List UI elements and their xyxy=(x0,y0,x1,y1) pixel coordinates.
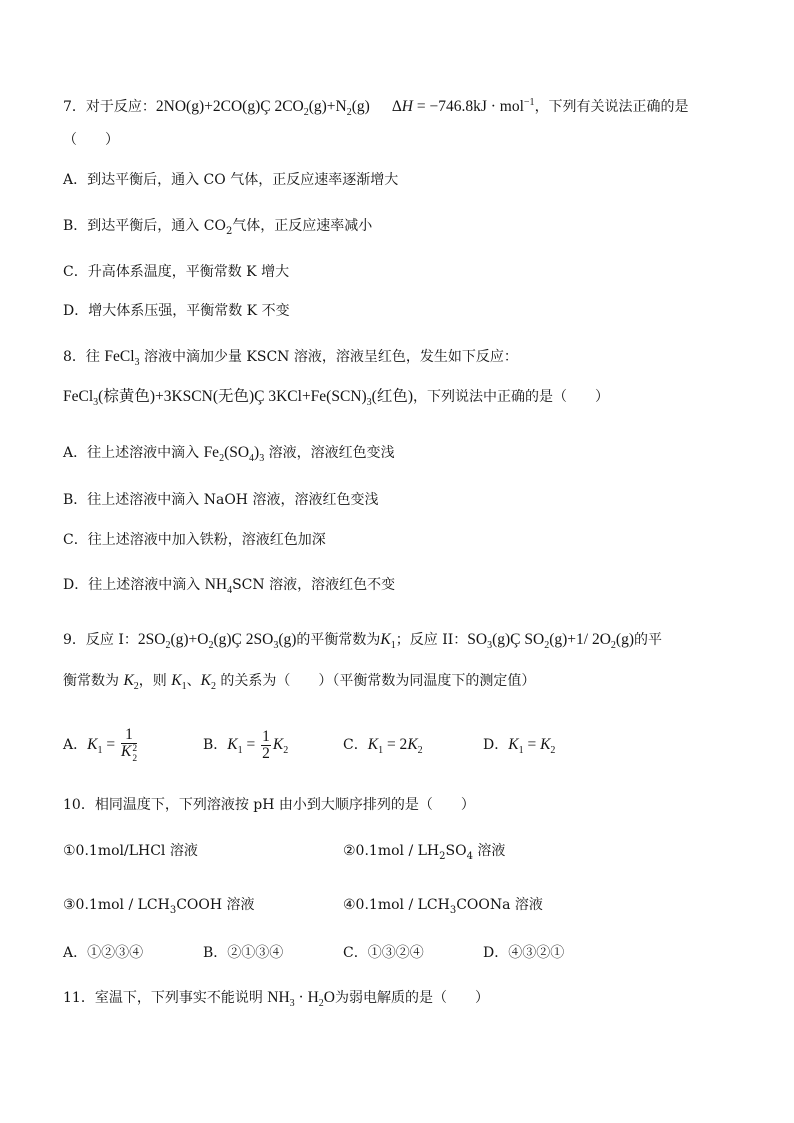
q8-option-c-text: C．往上述溶液中加入铁粉，溶液红色加深 xyxy=(63,532,326,548)
q9-stem-text: 衡常数为 xyxy=(63,673,124,689)
q10-item-2 xyxy=(343,840,505,864)
k-symbol: K xyxy=(380,631,391,648)
equation-subscript: 2 xyxy=(610,640,616,651)
q7-equation-text: (g)+N xyxy=(308,98,347,115)
q8-option-b-text: B．往上述溶液中滴入 NaOH 溶液，溶液红色变浅 xyxy=(63,492,379,508)
q10-stem xyxy=(63,794,475,816)
q9-equation-2 xyxy=(467,631,634,651)
q9-k2-symbol xyxy=(123,672,139,692)
q11-stem xyxy=(63,987,489,1009)
k-symbol: K xyxy=(407,736,418,753)
formula-subscript: 4 xyxy=(249,453,255,464)
k-subscript: 2 xyxy=(133,681,139,692)
q11-stem-text: 为弱电解质的是（ ） xyxy=(334,990,489,1006)
q9-k1-symbol xyxy=(380,631,396,651)
q10-item-2-text: SO xyxy=(445,843,467,859)
equation-subscript: 3 xyxy=(487,640,493,651)
equation-text: (g)Ç SO xyxy=(492,631,545,648)
k-subscript: 2 xyxy=(132,753,138,764)
k-symbol: K xyxy=(123,672,134,689)
q9-stem-text: 的平衡常数为 xyxy=(296,632,381,648)
q9-stem-line-1 xyxy=(63,629,662,651)
fraction-numerator: 1 xyxy=(262,727,270,745)
equation-subscript: 3 xyxy=(273,640,279,651)
q7-stem-line-1 xyxy=(63,96,689,118)
q7-enthalpy-superscript: −1 xyxy=(523,97,535,108)
option-label: B． xyxy=(203,737,228,753)
k-symbol: K xyxy=(508,736,519,753)
k-symbol: K xyxy=(171,672,182,689)
k-superscript: 2 xyxy=(132,743,138,754)
equation-text: (g)Ç 2SO xyxy=(213,631,274,648)
q7-option-a-text: A．到达平衡后，通入 CO 气体，正反应速率逐渐增大 xyxy=(63,172,399,188)
q7-equation-text: 2NO(g)+2CO(g)Ç 2CO xyxy=(155,98,304,115)
q10-item-4-text: ④0.1mol / LCH xyxy=(343,897,450,913)
q8-equation-text: (红色) xyxy=(371,388,413,405)
q7-enthalpy-value: = −746.8kJ · mol xyxy=(413,98,524,115)
q10-option-a: A．①②③④ xyxy=(63,945,144,961)
option-label: D． xyxy=(483,737,509,753)
q8-formula xyxy=(104,348,140,368)
k-symbol: K xyxy=(367,736,379,753)
formula-text: · H xyxy=(294,989,319,1006)
sub-superscript-stack xyxy=(132,744,137,764)
k-symbol: K xyxy=(120,742,132,760)
q11-formula xyxy=(267,989,335,1009)
q10-item-4 xyxy=(343,894,543,918)
formula-subscript: 3 xyxy=(289,998,295,1009)
q7-equation-subscript: 2 xyxy=(346,107,352,118)
k-symbol: K xyxy=(227,736,238,753)
q8-stem-line-1 xyxy=(63,346,518,368)
q8-formula-text: FeCl xyxy=(104,348,135,365)
q10-items-row-2 xyxy=(63,894,743,916)
q7-answer-blank: （ ） xyxy=(63,132,119,148)
q10-stem-text: 10．相同温度下，下列溶液按 pH 由小到大顺序排列的是（ ） xyxy=(63,797,475,813)
q7-option-b xyxy=(63,215,372,237)
q8-equation-subscript: 3 xyxy=(366,397,372,408)
q9-stem-text: 的平 xyxy=(634,632,662,648)
k-subscript: 1 xyxy=(390,640,396,651)
formula-text: (SO xyxy=(224,444,250,461)
q9-number-and-lead: 9．反应 I： xyxy=(63,632,138,648)
equation-text: (g) xyxy=(615,631,634,648)
q9-k1-symbol xyxy=(171,672,187,692)
q10-item-2-text: 溶液 xyxy=(472,843,506,859)
q8-equation xyxy=(63,388,413,408)
formula-subscript: 2 xyxy=(318,998,324,1009)
q7-stem-line-2 xyxy=(63,129,119,151)
formula-text: NH xyxy=(267,989,290,1006)
q8-equation-subscript: 3 xyxy=(93,397,99,408)
q7-enthalpy xyxy=(392,98,535,115)
q8-option-a-text: A．往上述溶液中滴入 xyxy=(63,445,204,461)
formula-text: ) xyxy=(254,444,260,461)
q8-option-d-text: SCN 溶液，溶液红色不变 xyxy=(232,577,396,593)
k-subscript: 1 xyxy=(237,745,243,756)
q7-equation-text: (g) xyxy=(351,98,370,115)
q8-formula-subscript: 3 xyxy=(134,357,140,368)
equation-text: (g)+O xyxy=(170,631,209,648)
q9-options-row xyxy=(63,723,743,767)
equation-subscript: 2 xyxy=(208,640,214,651)
q8-option-a xyxy=(63,442,395,464)
q9-k2-symbol xyxy=(200,672,216,692)
k-subscript: 1 xyxy=(378,745,384,756)
equals-sign: = xyxy=(523,736,541,753)
q9-option-d-formula xyxy=(508,736,556,756)
equals-sign: = xyxy=(242,736,260,753)
q10-item-3-text: COOH 溶液 xyxy=(176,897,255,913)
equation-subscript: 2 xyxy=(544,640,550,651)
q9-stem-text: 、 xyxy=(186,673,201,689)
fraction xyxy=(261,729,271,762)
formula-subscript: 3 xyxy=(259,453,265,464)
equation-text: (g)+1/ 2O xyxy=(549,631,611,648)
q8-equation-text: (棕黄色)+3KSCN(无色)Ç 3KCl+Fe(SCN) xyxy=(98,388,367,405)
fraction-numerator: 1 xyxy=(121,727,137,744)
q7-option-b-subscript: 2 xyxy=(225,226,233,237)
k-subscript: 1 xyxy=(181,681,187,692)
q9-option-c xyxy=(343,723,423,769)
q8-option-d-text: D．往上述溶液中滴入 xyxy=(63,577,205,593)
formula-text: NH xyxy=(204,576,228,593)
q9-option-a-formula xyxy=(87,725,139,764)
fraction-denominator: 2 xyxy=(262,744,270,762)
q10-item-2-text: ②0.1mol / LH xyxy=(343,843,440,859)
equals-sign: = 2 xyxy=(383,736,408,753)
fraction-denominator xyxy=(121,744,137,764)
q8-stem-text: 溶液中滴加少量 KSCN 溶液，溶液呈红色，发生如下反应： xyxy=(139,349,518,365)
option-label: C． xyxy=(343,737,368,753)
q10-options-row xyxy=(63,942,743,964)
k-subscript: 1 xyxy=(518,745,524,756)
q10-item-4-text: COONa 溶液 xyxy=(456,897,543,913)
k-subscript: 2 xyxy=(550,745,556,756)
q9-option-c-formula xyxy=(367,736,423,756)
k-subscript: 2 xyxy=(283,745,289,756)
k-symbol: K xyxy=(87,736,98,753)
q10-item-3 xyxy=(63,894,255,918)
k-symbol: K xyxy=(200,672,211,689)
equation-text: SO xyxy=(467,631,488,648)
k-subscript: 2 xyxy=(210,681,216,692)
q11-stem-text: 11．室温下，下列事实不能说明 xyxy=(63,990,268,1006)
q10-items-row-1 xyxy=(63,840,743,862)
q7-question-text: ，下列有关说法正确的是 xyxy=(534,99,689,115)
q8-option-d xyxy=(63,574,395,596)
q8-number-and-lead: 8．往 xyxy=(63,349,105,365)
q10-item-3-text: ③0.1mol / LCH xyxy=(63,897,170,913)
k-symbol: K xyxy=(540,736,551,753)
q8-option-c xyxy=(63,529,326,551)
q8-option-d-formula xyxy=(204,576,233,596)
q10-option-b: B．②①③④ xyxy=(203,945,284,961)
equation-text: 2SO xyxy=(137,631,166,648)
q7-option-d xyxy=(63,300,290,322)
q10-item-1 xyxy=(63,840,198,862)
equals-sign: = xyxy=(102,736,119,753)
q8-equation-text: FeCl xyxy=(63,388,94,405)
q9-stem-text: 的关系为（ ）（平衡常数为同温度下的测定值） xyxy=(215,673,536,689)
equation-text: (g) xyxy=(278,631,297,648)
q9-stem-text: ；反应 II： xyxy=(395,632,468,648)
q8-stem-line-2 xyxy=(63,386,609,408)
q9-option-a xyxy=(63,723,139,769)
q7-option-c xyxy=(63,261,289,283)
formula-subscript: 3 xyxy=(449,905,457,916)
q9-option-b xyxy=(203,723,288,769)
q8-question-text: ，下列说法中正确的是（ ） xyxy=(413,389,609,405)
q8-option-a-text: 溶液，溶液红色变浅 xyxy=(264,445,395,461)
k-subscript: 2 xyxy=(417,745,423,756)
q7-enthalpy-symbol: H xyxy=(401,98,413,115)
formula-subscript: 4 xyxy=(466,851,473,862)
k-subscript: 1 xyxy=(97,745,103,756)
q7-equation-subscript: 2 xyxy=(303,107,309,118)
q9-option-b-formula xyxy=(227,727,289,762)
q7-number-and-lead: 7．对于反应： xyxy=(63,99,156,115)
q8-option-b xyxy=(63,489,378,511)
formula-subscript: 2 xyxy=(439,851,446,862)
formula-subscript: 3 xyxy=(169,905,177,916)
q7-option-d-text: D．增大体系压强，平衡常数 K 不变 xyxy=(63,303,290,319)
q7-option-a xyxy=(63,169,398,191)
q7-delta-symbol: Δ xyxy=(391,98,402,115)
formula-subscript: 2 xyxy=(219,453,225,464)
q7-option-b-text: 气体，正反应速率减小 xyxy=(232,218,373,234)
q9-equation-1 xyxy=(137,631,297,651)
q7-equation xyxy=(155,98,370,118)
q7-option-b-text: B．到达平衡后，通入 CO xyxy=(63,218,226,234)
option-label: A． xyxy=(63,737,88,753)
q8-option-a-formula xyxy=(203,444,265,464)
formula-subscript: 4 xyxy=(227,585,233,596)
formula-text: Fe xyxy=(203,444,220,461)
q9-stem-line-2 xyxy=(63,670,535,692)
formula-text: O xyxy=(323,989,335,1006)
equation-subscript: 2 xyxy=(165,640,171,651)
fraction xyxy=(121,727,137,764)
k-symbol: K xyxy=(272,736,284,753)
q9-stem-text: ，则 xyxy=(138,673,172,689)
q10-option-d: D．④③②① xyxy=(483,945,565,961)
q7-option-c-text: C．升高体系温度，平衡常数 K 增大 xyxy=(63,264,290,280)
q10-item-1-text: ①0.1mol/LHCl 溶液 xyxy=(63,843,198,859)
q10-option-c: C．①③②④ xyxy=(343,945,424,961)
q9-option-d xyxy=(483,723,555,769)
